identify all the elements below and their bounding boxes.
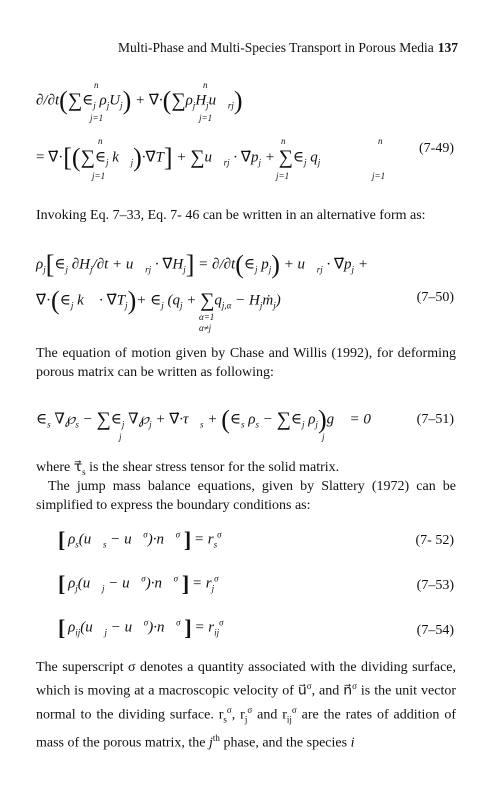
sum-lower-limit: j=1 (276, 171, 290, 181)
sum-upper-limit: n (98, 136, 103, 146)
sum-lower-limit: j (322, 432, 325, 442)
paragraph: The jump mass balance equations, given by Slattery (1972) can be simplified to express the boundary conditions as: (36, 479, 456, 513)
equation-7-49-line-2: = $\nabla⃗\cdot[(\sum\in_j$ $k⃗_j)\cdot\nabla⃗T$] + $\sum u⃗_{rj}$ · $\nabla⃗p_j$ + $\sum\in_j$ $q_j$ (36, 143, 321, 172)
equation-7-54-body: [ $\rho_{ij}(u⃗_j$ − u⃗$^\sigma$)·n⃗$^\sigma$ ] = $r_{ij}^\sigma$ (58, 615, 224, 640)
page-number: 137 (437, 40, 458, 55)
equation-7-50-line-1: $\rho_j[\in_j$ $\partial H_j/\partial t$ + $u⃗_{rj}$ · $\nabla⃗H_j$] = $\partial/\partial t(\in_j$ $p_j$) + $u⃗_{rj}$ · $\nabla⃗p_j$ + (36, 250, 368, 279)
paragraph: The equation of motion given by Chase and Willis (1992), for deforming porous matrix can be written as following: (36, 346, 456, 380)
sum-lower-limit: j=1 (90, 113, 104, 123)
equation-7-50-line-2: $\nabla⃗\cdot(\in_j$ k⃗ · $\nabla⃗T_j)+$ $\in_j$ ($q_j + \sum q_{j,\alpha}$ − $H_jṁ_j$) (36, 286, 281, 315)
sum-lower-limit: j=1 (92, 171, 106, 181)
sum-lower-limit: α≠j (199, 323, 212, 333)
equation-number: (7–51) (416, 412, 454, 427)
sum-upper-limit: n (203, 80, 208, 90)
equation-number: (7- 52) (415, 533, 454, 548)
sum-upper-limit: n (281, 136, 286, 146)
paragraph: where $\tau⃗_s$ is the shear stress tensor for the solid matrix. (36, 460, 340, 477)
equation-7-49-line-1: $\partial/\partial t(\sum\in_j$ $\rho_jU_j$) + $\nabla⃗\cdot(\sum\rho_jH_ju⃗_{rj})$ (36, 86, 243, 115)
equation-7-51-body: $\in_s$ $\nabla℘_s$ − $\sum\in_j$ $\nabla℘_j$ + $\nabla⃗\cdot\tau⃗_s$ + ($\in_s$ $\rho_s$ − $\sum\in_j$ $\rho_j)g⃗ = 0$ (36, 405, 371, 434)
equation-7-53-body: [ $\rho_j(u⃗_j$ − u⃗$^\sigma$)·n⃗$^\sigma$ ] = $r_j^\sigma$ (58, 571, 219, 596)
equation-number: (7–54) (416, 623, 454, 638)
sum-lower-limit: j=1 (372, 171, 386, 181)
sum-lower-limit: j (119, 432, 122, 442)
equation-number: (7–53) (416, 578, 454, 593)
running-header-title: Multi-Phase and Multi-Species Transport in Porous Media (118, 40, 434, 55)
equation-number: (7-49) (419, 141, 454, 156)
equation-number: (7–50) (416, 290, 454, 305)
paragraph: Invoking Eq. 7–33, Eq. 7- 46 can be written in an alternative form as: (36, 208, 426, 223)
equation-7-52-body: [ $\rho_s(u⃗_s$ − u⃗$^\sigma$)·n⃗$^\sigma$ ] = $r_s^\sigma$ (58, 527, 222, 552)
sum-lower-limit: α=1 (199, 312, 215, 322)
paragraph: The superscript σ denotes a quantity associated with the dividing surface, which is moving at a macroscopic velocity of u⃗$^\sigma$, and n⃗$^\sigma$ is the unit vector normal to the dividing surface. $r_s^\sigma$, $r_j^\sigma$ and $r_{ij}^\sigma$ are the rates of addition of mass of the porous matrix, the $j^{th}$ phase, and the species i (36, 660, 456, 751)
sum-lower-limit: j=1 (199, 113, 213, 123)
sum-upper-limit: n (94, 80, 99, 90)
sum-upper-limit: n (378, 136, 383, 146)
